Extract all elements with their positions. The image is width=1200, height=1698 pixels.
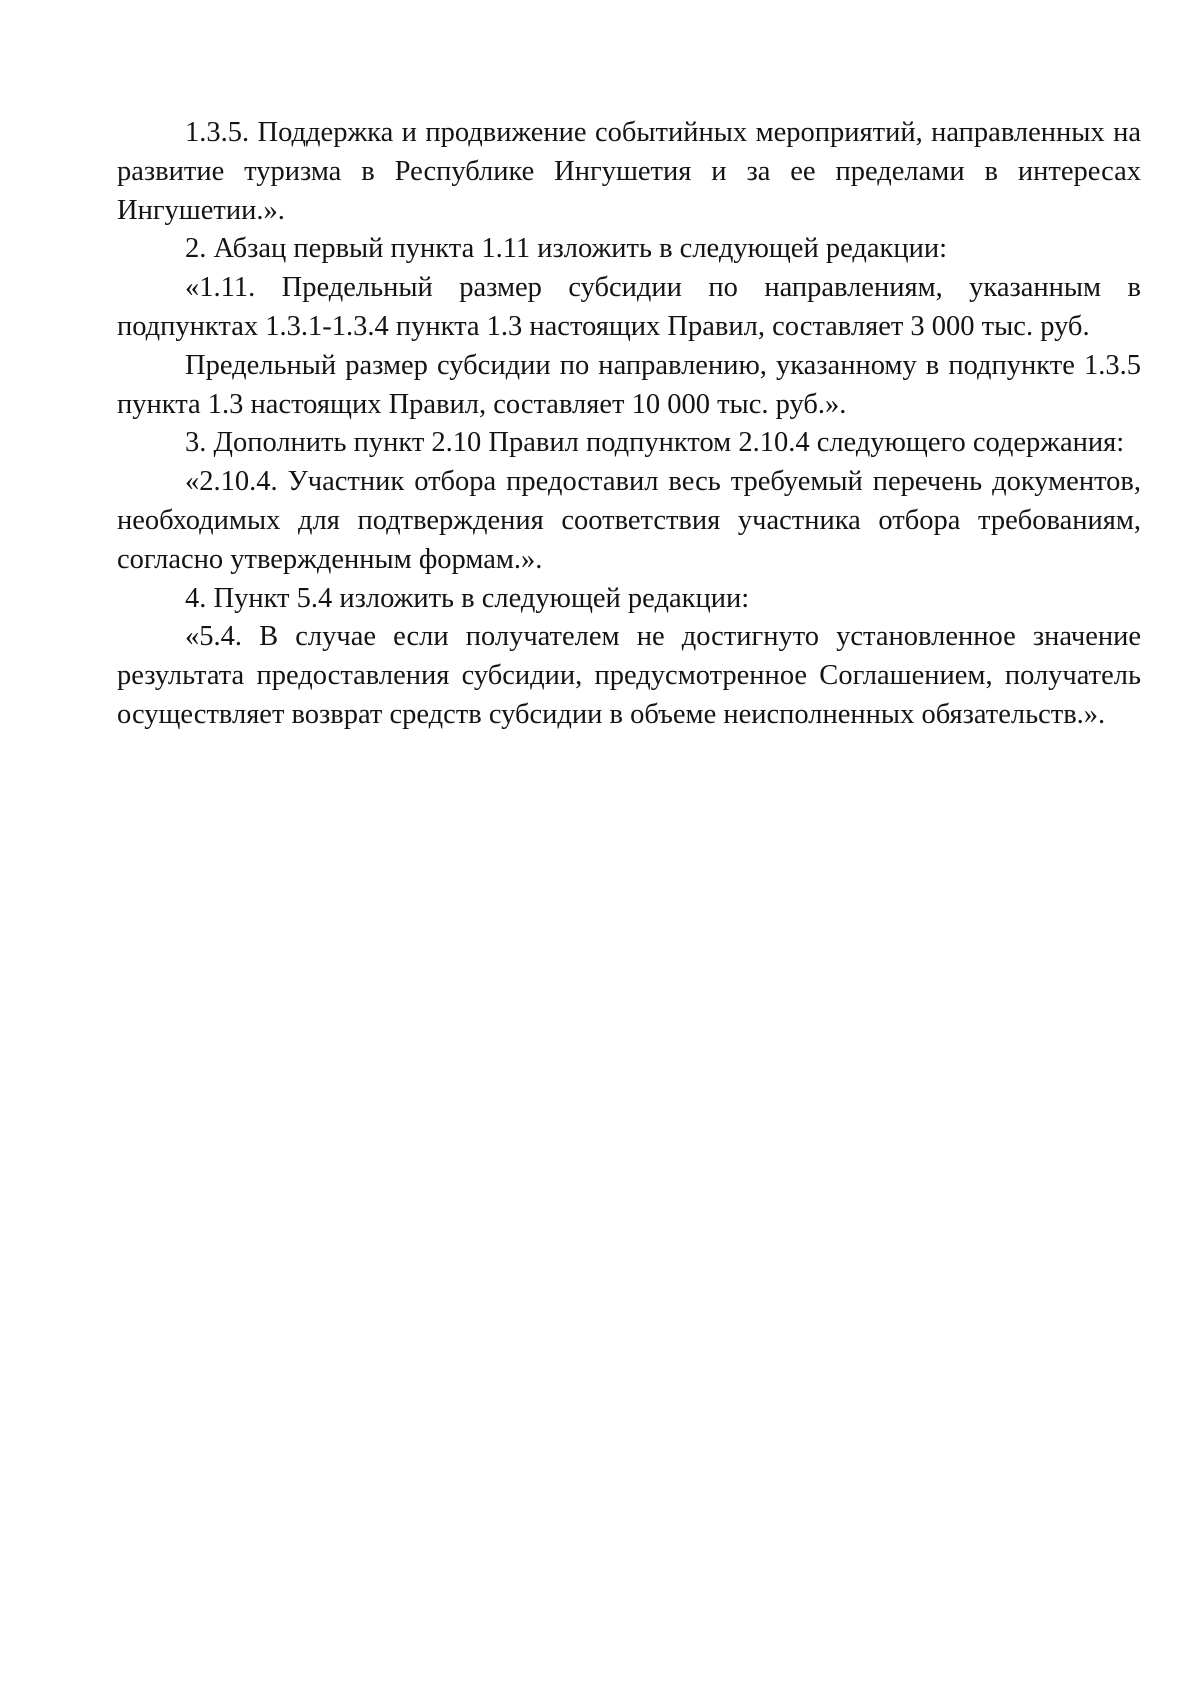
paragraph-1-11-limit: Предельный размер субсидии по направлению, указанному в подпункте 1.3.5 пункта 1.3 настоящих Правил, составляет 10 000 тыс. руб.». (117, 349, 1141, 420)
paragraph-item-3: 3. Дополнить пункт 2.10 Правил подпунктом 2.10.4 следующего содержания: (185, 427, 1125, 459)
paragraph-5-4: «5.4. В случае если получателем не достигнуто установленное значение результата предоставления субсидии, предусмотренное Соглашением, получатель осуществляет возврат средств субсидии в объеме неисполненных обязательств.». (117, 621, 1141, 730)
paragraph-item-2: 2. Абзац первый пункта 1.11 изложить в следующей редакции: (185, 233, 948, 265)
paragraph-item-4: 4. Пункт 5.4 изложить в следующей редакции: (185, 582, 750, 614)
paragraph-1-3-5: 1.3.5. Поддержка и продвижение событийных мероприятий, направленных на развитие туризма в Республике Ингушетия и за ее пределами в интересах Ингушетии.». (117, 117, 1141, 226)
paragraph-1-11: «1.11. Предельный размер субсидии по направлениям, указанным в подпунктах 1.3.1-1.3.4 пункта 1.3 настоящих Правил, составляет 3 000 тыс. руб. (117, 272, 1141, 342)
document-body (117, 114, 1141, 735)
paragraph-2-10-4: «2.10.4. Участник отбора предоставил весь требуемый перечень документов, необходимых для подтверждения соответствия участника отбора требованиям, согласно утвержденным формам.». (117, 466, 1141, 575)
